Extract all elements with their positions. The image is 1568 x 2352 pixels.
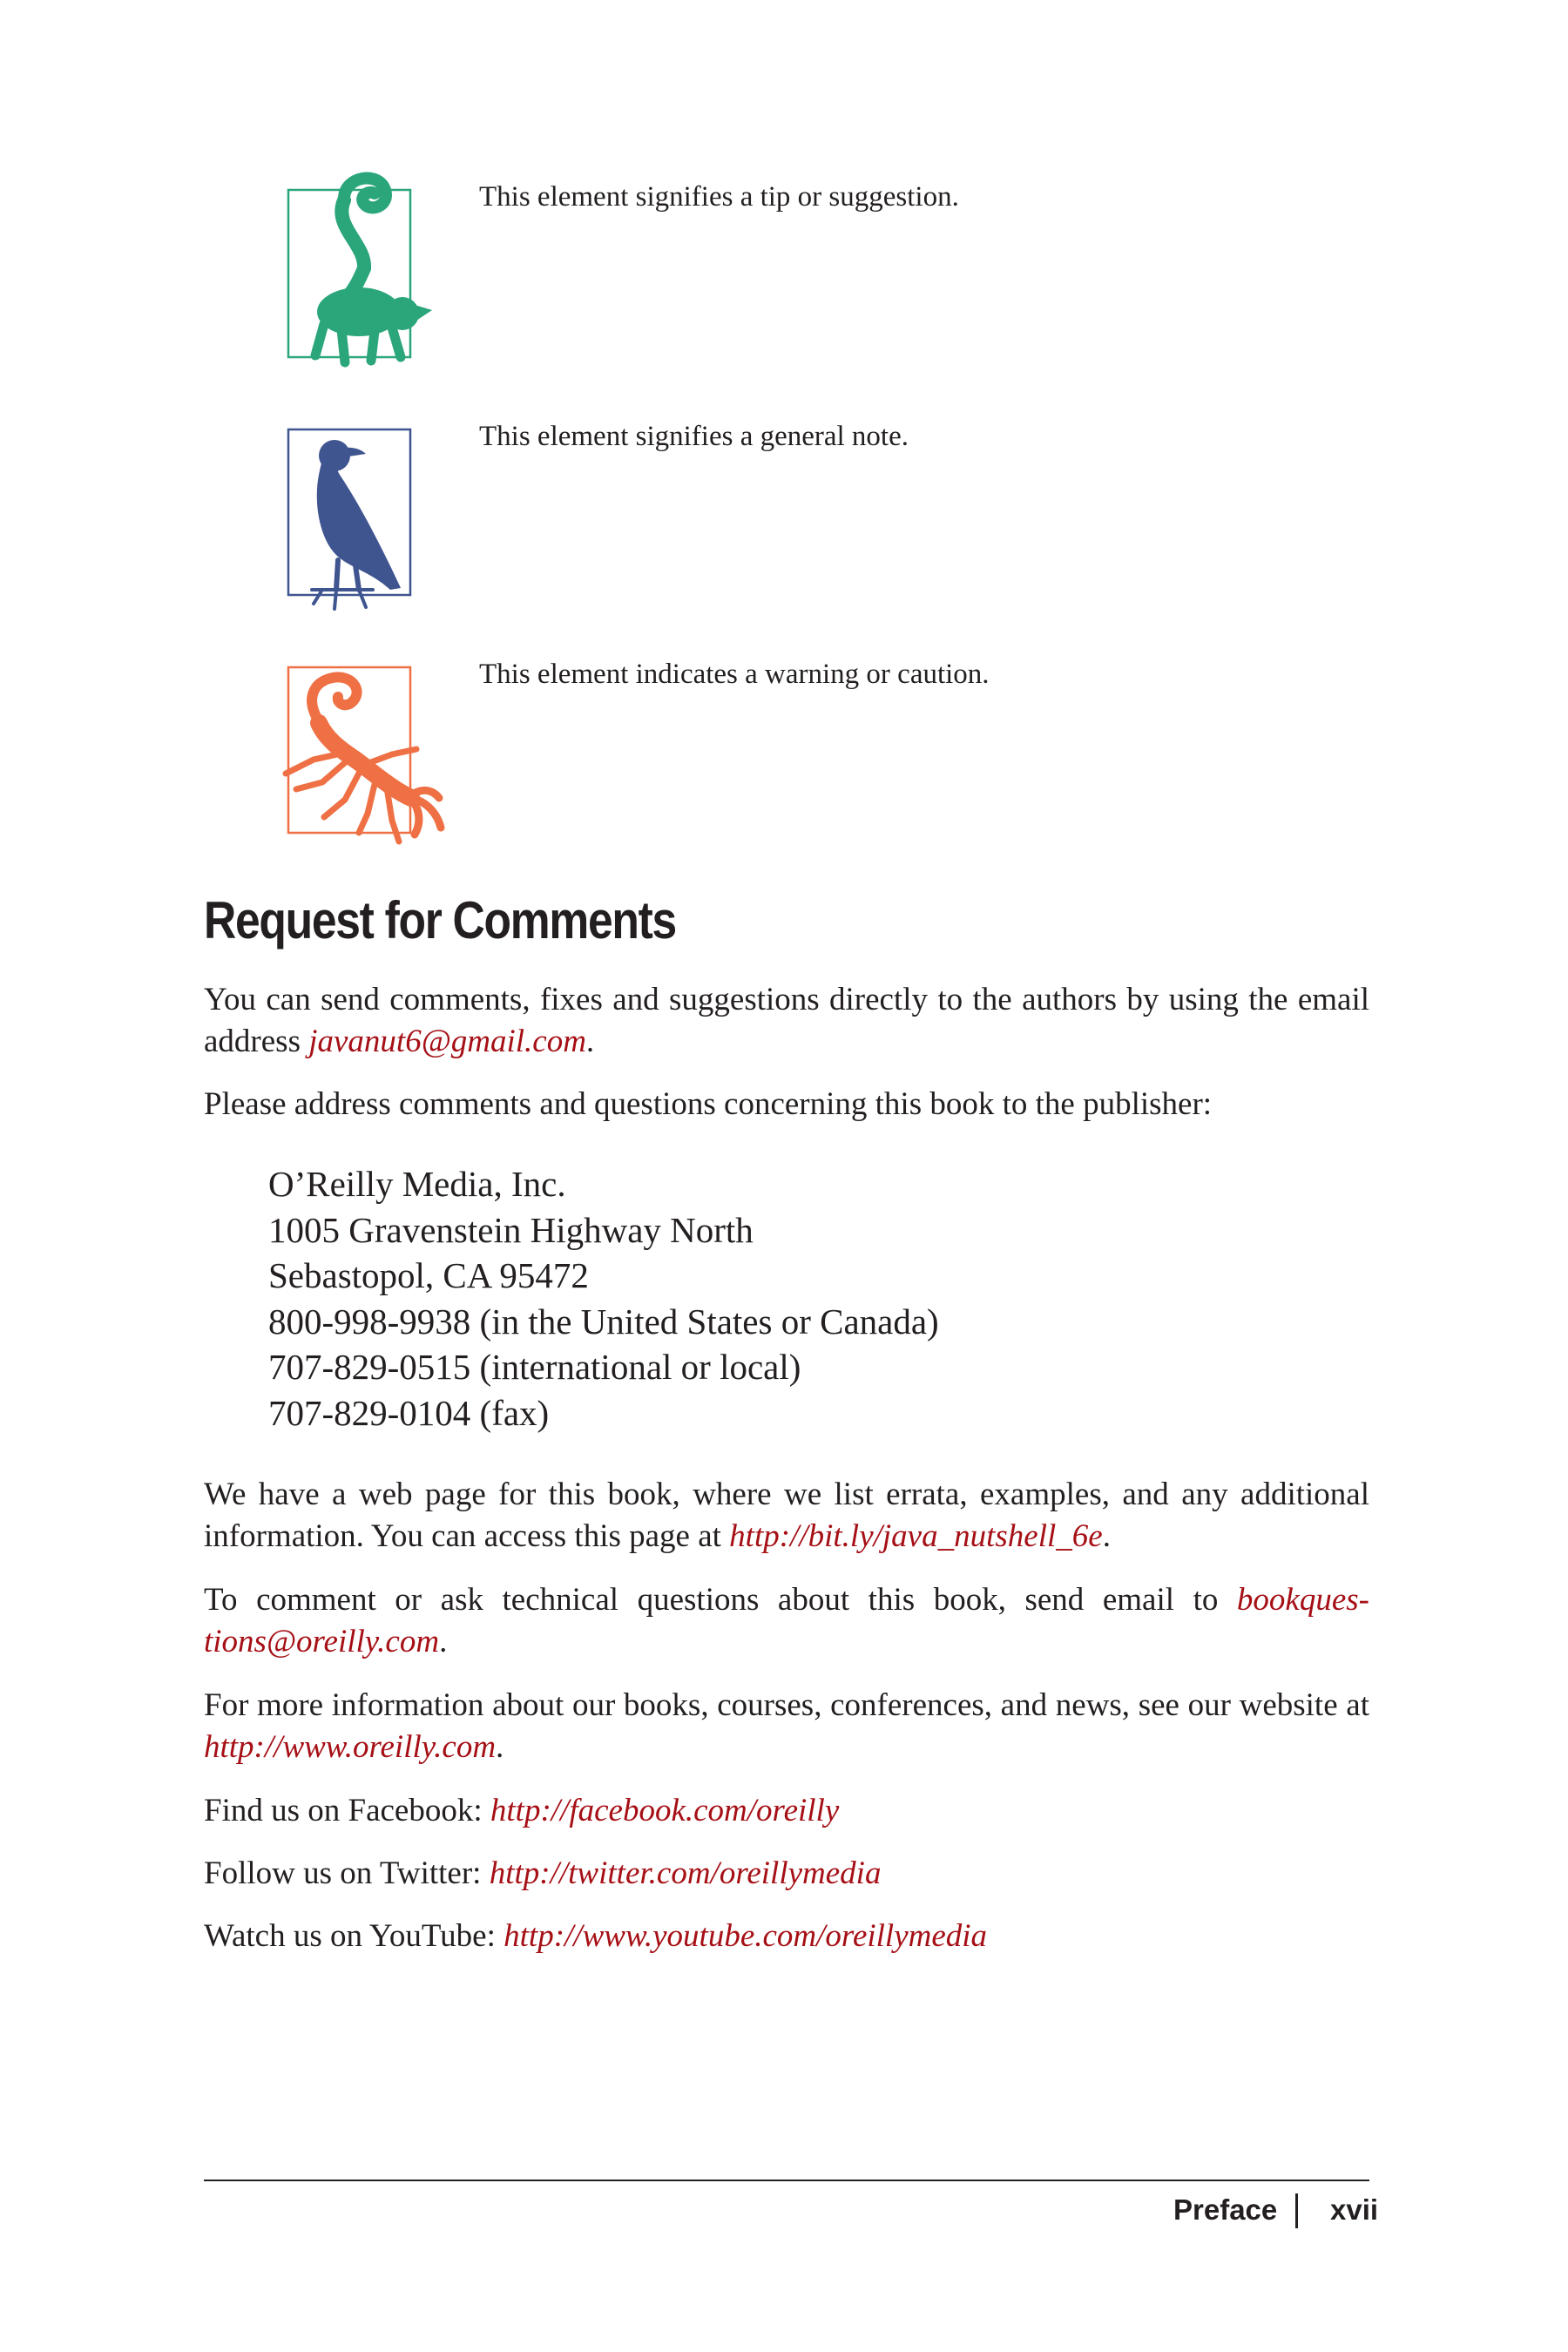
address-line: 707-829-0104 (fax) xyxy=(268,1392,550,1433)
crow-icon xyxy=(261,405,453,632)
paragraph-contact-authors xyxy=(204,979,1369,1063)
lemur-icon xyxy=(261,166,453,392)
youtube-link[interactable]: http://www.youtube.com/oreillymedia xyxy=(504,1918,988,1954)
paragraph-text: . xyxy=(439,1624,448,1659)
section-heading: Request for Comments xyxy=(204,891,676,950)
paragraph-facebook xyxy=(204,1790,1369,1832)
address-line: Sebastopol, CA 95472 xyxy=(268,1255,589,1295)
paragraph-text: . xyxy=(496,1729,504,1765)
email-link-authors[interactable]: javanut6@gmail.com xyxy=(308,1024,586,1059)
book-page-link[interactable]: http://bit.ly/java_nutshell_6e xyxy=(729,1518,1103,1554)
tip-callout xyxy=(261,166,1394,392)
facebook-link[interactable]: http://facebook.com/oreilly xyxy=(490,1793,840,1828)
paragraph-web-page xyxy=(204,1474,1369,1558)
publisher-address xyxy=(268,1161,939,1436)
note-callout-text: This element signifies a general note. xyxy=(479,421,909,452)
paragraph-text: Find us on Facebook: xyxy=(204,1793,490,1828)
paragraph-text: . xyxy=(1102,1518,1111,1554)
paragraph-text: To comment or ask technical questions about this book, send email to xyxy=(204,1582,1237,1618)
footer-separator xyxy=(1295,2193,1298,2228)
bookquestions-email-link[interactable]: bookquestions@oreilly.com xyxy=(204,1582,1369,1659)
paragraph-text: . xyxy=(585,1024,595,1059)
paragraph-youtube xyxy=(204,1916,1369,1957)
paragraph-twitter xyxy=(204,1853,1369,1895)
page-number: xvii xyxy=(1330,2193,1379,2226)
address-line: 1005 Gravenstein Highway North xyxy=(268,1209,754,1250)
paragraph-text: We have a web page for this book, where we list errata, examples, and any additional information. You can access this page at xyxy=(204,1477,1369,1554)
tip-callout-text: This element signifies a tip or suggestion. xyxy=(479,181,959,213)
paragraph-text: Follow us on Twitter: xyxy=(204,1855,490,1891)
paragraph-technical-questions xyxy=(204,1579,1369,1663)
paragraph-text: You can send comments, fixes and suggestions directly to the authors by using the email address xyxy=(204,982,1369,1059)
paragraph-publisher-intro: Please address comments and questions concerning this book to the publisher: xyxy=(204,1086,1213,1122)
address-line: O’Reilly Media, Inc. xyxy=(268,1164,566,1204)
note-callout xyxy=(261,405,1394,632)
paragraph-more-information xyxy=(204,1685,1369,1768)
address-line: 800-998-9938 (in the United States or Canada) xyxy=(268,1301,939,1342)
twitter-link[interactable]: http://twitter.com/oreillymedia xyxy=(489,1855,882,1891)
paragraph-text: For more information about our books, courses, conferences, and news, see our website at xyxy=(204,1687,1369,1723)
warning-callout xyxy=(261,643,1394,869)
oreilly-website-link[interactable]: http://www.oreilly.com xyxy=(204,1729,497,1765)
warning-callout-text: This element indicates a warning or caution. xyxy=(479,659,990,690)
paragraph-text: Watch us on YouTube: xyxy=(204,1918,504,1954)
footer-rule xyxy=(204,2180,1369,2181)
address-line: 707-829-0515 (international or local) xyxy=(268,1347,801,1387)
scorpion-icon xyxy=(261,643,453,869)
footer-section-name: Preface xyxy=(1173,2193,1278,2226)
